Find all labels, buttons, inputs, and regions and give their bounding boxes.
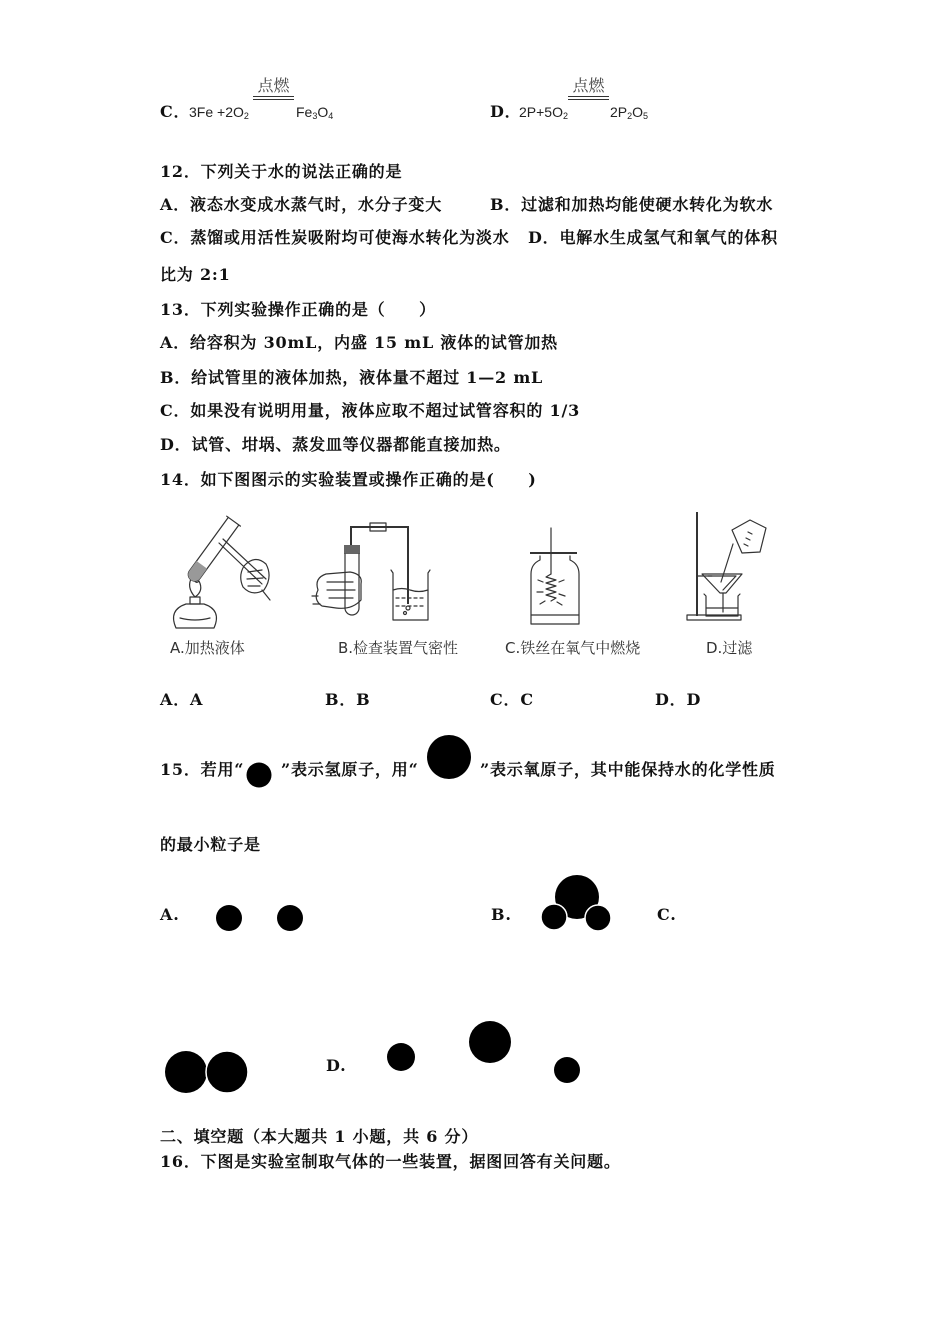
oxygen-atom bbox=[206, 1051, 248, 1093]
q14-stem: 14．如下图图示的实验装置或操作正确的是( ) bbox=[160, 470, 537, 489]
q15-stem-line2: 的最小粒子是 bbox=[160, 835, 261, 854]
hand bbox=[241, 559, 270, 600]
figure-iron-wire-burning bbox=[530, 528, 579, 624]
q13-option-a: A．给容积为 30mL，内盛 15 mL 液体的试管加热 bbox=[160, 333, 558, 352]
bubble bbox=[406, 606, 410, 610]
equals-double-line bbox=[253, 96, 294, 100]
q15-option-d-label: D. bbox=[326, 1056, 347, 1075]
option-c-oxygen-molecule bbox=[165, 1051, 248, 1093]
q11-option-d-condition bbox=[568, 77, 609, 100]
q12-stem: 12．下列关于水的说法正确的是 bbox=[160, 162, 403, 181]
legend-oxygen-atom bbox=[427, 735, 471, 779]
legend-hydrogen-atom bbox=[247, 763, 272, 788]
q11-option-c-letter: C． bbox=[160, 102, 191, 121]
q12-option-c: C．蒸馏或用活性炭吸附均可使海水转化为淡水 bbox=[160, 228, 510, 247]
test-tube-holder bbox=[219, 539, 266, 584]
figure-check-airtightness bbox=[312, 523, 430, 620]
figure-a-caption: A.加热液体 bbox=[170, 639, 245, 657]
hydrogen-atom bbox=[387, 1043, 415, 1071]
q13-option-c: C．如果没有说明用量，液体应取不超过试管容积的 1/3 bbox=[160, 401, 581, 420]
reactant-formula: 2P+5O bbox=[519, 104, 563, 120]
q11-option-d-reactants bbox=[519, 104, 568, 120]
q14-option-c: C．C bbox=[490, 690, 534, 709]
product-element: O bbox=[317, 104, 329, 120]
hydrogen-atom bbox=[554, 1057, 580, 1083]
q11-option-d-product bbox=[610, 104, 648, 120]
q15-stem-part3: ”表示氧原子，其中能保持水的化学性质 bbox=[480, 760, 776, 779]
q14-option-b: B．B bbox=[325, 690, 371, 709]
oxygen-atom bbox=[165, 1051, 207, 1093]
option-a-particles bbox=[216, 905, 303, 931]
q15-option-a-label: A. bbox=[160, 905, 180, 924]
q12-option-d-continuation: 比为 2:1 bbox=[160, 265, 231, 284]
product-element: 2P bbox=[610, 104, 628, 120]
reactant-formula: 3Fe +2O bbox=[189, 104, 244, 120]
product-subscript: 4 bbox=[328, 111, 334, 121]
reactant-subscript: 2 bbox=[243, 111, 249, 121]
product-subscript: 5 bbox=[643, 111, 649, 121]
figure-c-caption: C.铁丝在氧气中燃烧 bbox=[505, 639, 641, 657]
q12-option-a: A．液态水变成水蒸气时，水分子变大 bbox=[160, 195, 443, 214]
section-heading: 二、填空题（本大题共 1 小题，共 6 分） bbox=[160, 1127, 479, 1146]
figure-d-caption: D.过滤 bbox=[706, 639, 753, 657]
q11-option-c-condition bbox=[253, 77, 294, 100]
product-element: O bbox=[632, 104, 644, 120]
q15-option-b-label: B. bbox=[491, 905, 512, 924]
q16-stem: 16．下图是实验室制取气体的一些装置，据图回答有关问题。 bbox=[160, 1152, 621, 1171]
q11-option-c-product bbox=[296, 104, 333, 120]
q15-option-c-label: C. bbox=[657, 905, 677, 924]
hand bbox=[312, 572, 361, 608]
rubber-stopper bbox=[344, 545, 360, 554]
gas-bottle bbox=[531, 556, 579, 624]
reactant-subscript: 2 bbox=[562, 111, 568, 121]
beaker bbox=[391, 570, 430, 620]
condition-label: 点燃 bbox=[572, 76, 605, 95]
hydrogen-atom bbox=[216, 905, 242, 931]
alcohol-lamp bbox=[174, 577, 217, 628]
hydrogen-atom bbox=[541, 904, 567, 930]
pouring-beaker bbox=[732, 520, 766, 553]
figure-filtration bbox=[687, 512, 766, 620]
option-b-water-molecule bbox=[541, 875, 611, 931]
bubble bbox=[404, 612, 407, 615]
option-d-separate-atoms bbox=[387, 1021, 580, 1083]
q12-option-d: D．电解水生成氢气和氧气的体积 bbox=[528, 228, 778, 247]
product-subscript: 2 bbox=[627, 111, 633, 121]
q15-stem-part1: 15．若用“ bbox=[160, 760, 245, 779]
q14-option-d: D．D bbox=[655, 690, 702, 709]
oxygen-atom bbox=[469, 1021, 511, 1063]
hydrogen-atom bbox=[277, 905, 303, 931]
product-subscript: 3 bbox=[312, 111, 318, 121]
q13-stem: 13．下列实验操作正确的是（ ） bbox=[160, 300, 436, 319]
figure-b-caption: B.检查装置气密性 bbox=[338, 639, 459, 657]
figure-heating-liquid bbox=[174, 516, 270, 628]
equals-double-line bbox=[568, 96, 609, 100]
wire-coil bbox=[546, 574, 556, 601]
q15-stem-part2: ”表示氢原子，用“ bbox=[281, 760, 419, 779]
q11-option-c-reactants bbox=[189, 104, 249, 120]
q14-option-a: A．A bbox=[160, 690, 204, 709]
q12-option-b: B．过滤和加热均能使硬水转化为软水 bbox=[490, 195, 774, 214]
test-tube bbox=[184, 516, 240, 585]
condition-label: 点燃 bbox=[257, 76, 290, 95]
q11-option-d-letter: D． bbox=[490, 102, 522, 121]
receiving-beaker bbox=[704, 594, 740, 616]
hydrogen-atom bbox=[585, 905, 611, 931]
q13-option-d: D．试管、坩埚、蒸发皿等仪器都能直接加热。 bbox=[160, 435, 511, 454]
q13-option-b: B．给试管里的液体加热，液体量不超过 1—2 mL bbox=[160, 368, 544, 387]
product-element: Fe bbox=[296, 104, 313, 120]
